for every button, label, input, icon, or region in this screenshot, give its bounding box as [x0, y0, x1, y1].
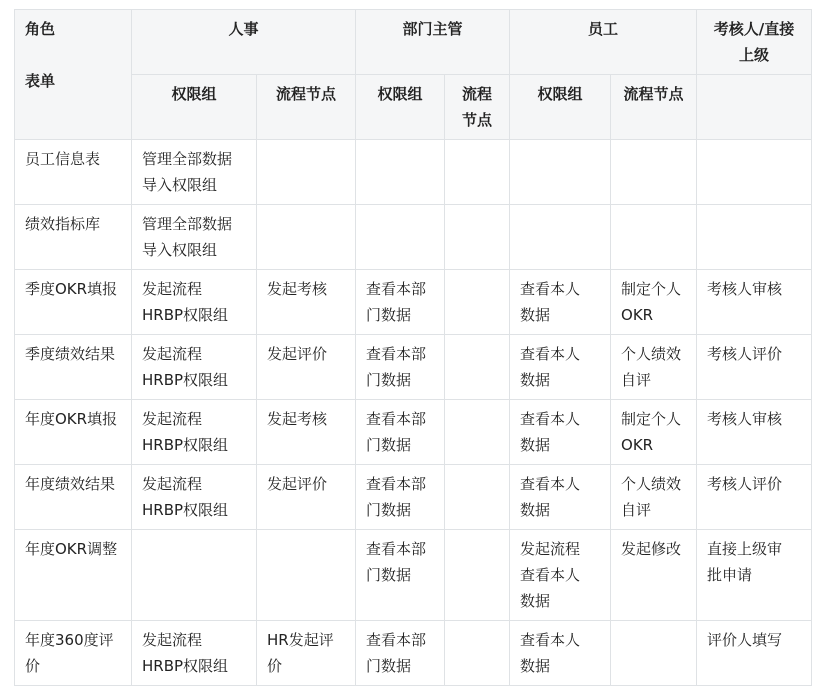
cell-text-line: 查看本人: [520, 475, 581, 493]
table-cell: [445, 205, 510, 270]
cell-text-line: 管理全部数据: [142, 150, 233, 168]
table-cell: [257, 530, 356, 621]
table-cell: [510, 530, 611, 621]
sub-header-manager-permission: 权限组: [356, 75, 445, 140]
table-cell: [257, 465, 356, 530]
table-cell: [356, 335, 445, 400]
group-header-hr: 人事: [132, 10, 356, 75]
table-cell: [510, 335, 611, 400]
cell-text-line: 查看本部: [366, 345, 427, 363]
group-header-reviewer: 考核人/直接上级: [697, 10, 812, 75]
cell-text-line: 评价人填写: [707, 631, 783, 649]
cell-text-line: 数据: [520, 657, 551, 675]
table-cell: [697, 621, 812, 686]
sub-header-hr-node: 流程节点: [257, 75, 356, 140]
cell-text-line: 自评: [621, 501, 652, 519]
table-cell: [257, 621, 356, 686]
cell-text-line: 考核人评价: [707, 475, 783, 493]
cell-text-line: 数据: [520, 592, 551, 610]
table-cell: [611, 530, 697, 621]
cell-text-line: 查看本部: [366, 280, 427, 298]
table-body: [15, 140, 812, 686]
table-cell: [697, 465, 812, 530]
table-cell: [132, 621, 257, 686]
cell-text-line: HRBP权限组: [142, 306, 229, 324]
table-cell: [257, 400, 356, 465]
permission-table: [14, 9, 812, 686]
cell-text-line: 数据: [520, 501, 551, 519]
sub-header-hr-permission: 权限组: [132, 75, 257, 140]
table-cell: [356, 621, 445, 686]
cell-text-line: 发起修改: [621, 540, 682, 558]
cell-text-line: OKR: [621, 306, 654, 324]
table-cell: [611, 205, 697, 270]
table-cell: [445, 270, 510, 335]
sub-header-employee-node: 流程节点: [611, 75, 697, 140]
cell-text-line: 数据: [520, 306, 551, 324]
table-cell: [257, 205, 356, 270]
table-cell: [445, 621, 510, 686]
cell-text-line: 考核人审核: [707, 280, 783, 298]
table-cell: [611, 140, 697, 205]
form-name-cell: 年度绩效结果: [15, 465, 132, 530]
table-cell: [510, 205, 611, 270]
cell-text-line: HRBP权限组: [142, 657, 229, 675]
cell-text-line: 查看本部: [366, 475, 427, 493]
table-cell: [132, 335, 257, 400]
cell-text-line: 个人绩效: [621, 475, 682, 493]
cell-text-line: 发起流程: [142, 280, 203, 298]
cell-text-line: 批申请: [707, 566, 753, 584]
cell-text-line: 直接上级审: [707, 540, 783, 558]
corner-header-cell: [15, 10, 132, 140]
cell-text-line: 发起评价: [267, 475, 328, 493]
cell-text-line: 制定个人: [621, 410, 682, 428]
table-cell: [445, 335, 510, 400]
table-cell: [356, 270, 445, 335]
cell-text-line: 考核人评价: [707, 345, 783, 363]
table-cell: [611, 400, 697, 465]
table-cell: [697, 270, 812, 335]
cell-text-line: 考核人审核: [707, 410, 783, 428]
table-cell: [257, 335, 356, 400]
cell-text-line: 发起流程: [142, 631, 203, 649]
table-row: [15, 530, 812, 621]
cell-text-line: 制定个人: [621, 280, 682, 298]
table-cell: [510, 400, 611, 465]
cell-text-line: 数据: [520, 371, 551, 389]
cell-text-line: 门数据: [366, 436, 412, 454]
table-cell: [611, 335, 697, 400]
cell-text-line: 门数据: [366, 371, 412, 389]
table-cell: [445, 465, 510, 530]
table-row: [15, 335, 812, 400]
table-cell: [697, 140, 812, 205]
cell-text-line: 查看本人: [520, 345, 581, 363]
table-cell: [257, 140, 356, 205]
table-cell: [132, 465, 257, 530]
cell-text-line: 查看本部: [366, 540, 427, 558]
table-cell: [445, 400, 510, 465]
cell-text-line: 个人绩效: [621, 345, 682, 363]
cell-text-line: OKR: [621, 436, 654, 454]
header-row-groups: [15, 10, 812, 75]
cell-text-line: 导入权限组: [142, 241, 218, 259]
sub-header-manager-node: 流程节点: [445, 75, 510, 140]
cell-text-line: HRBP权限组: [142, 501, 229, 519]
cell-text-line: 管理全部数据: [142, 215, 233, 233]
table-cell: [132, 270, 257, 335]
table-row: [15, 205, 812, 270]
table-cell: [510, 270, 611, 335]
cell-text-line: 数据: [520, 436, 551, 454]
table-row: [15, 140, 812, 205]
cell-text-line: 查看本部: [366, 410, 427, 428]
form-name-cell: 季度OKR填报: [15, 270, 132, 335]
cell-text-line: 门数据: [366, 306, 412, 324]
cell-text-line: HR发起评: [267, 631, 334, 649]
cell-text-line: 导入权限组: [142, 176, 218, 194]
cell-text-line: 查看本人: [520, 566, 581, 584]
table-cell: [356, 465, 445, 530]
cell-text-line: 查看本人: [520, 410, 581, 428]
header-row-sub: [15, 75, 812, 140]
group-header-employee: 员工: [510, 10, 697, 75]
table-cell: [445, 530, 510, 621]
table-cell: [132, 530, 257, 621]
cell-text-line: 门数据: [366, 657, 412, 675]
cell-text-line: 价: [267, 657, 283, 675]
corner-role-label: 角色: [25, 20, 56, 38]
cell-text-line: 发起流程: [142, 345, 203, 363]
cell-text-line: 门数据: [366, 566, 412, 584]
form-name-cell: 年度360度评价: [15, 621, 132, 686]
table-row: [15, 270, 812, 335]
form-name-cell: 年度OKR填报: [15, 400, 132, 465]
cell-text-line: 发起考核: [267, 410, 328, 428]
table-cell: [697, 335, 812, 400]
cell-text-line: 发起流程: [142, 410, 203, 428]
cell-text-line: 查看本部: [366, 631, 427, 649]
cell-text-line: 发起考核: [267, 280, 328, 298]
table-cell: [611, 270, 697, 335]
cell-text-line: 门数据: [366, 501, 412, 519]
table-row: [15, 400, 812, 465]
cell-text-line: 查看本人: [520, 631, 581, 649]
cell-text-line: 发起流程: [520, 540, 581, 558]
table-cell: [510, 140, 611, 205]
table-cell: [356, 140, 445, 205]
table-cell: [697, 530, 812, 621]
table-cell: [132, 400, 257, 465]
sub-header-employee-permission: 权限组: [510, 75, 611, 140]
cell-text-line: HRBP权限组: [142, 371, 229, 389]
cell-text-line: HRBP权限组: [142, 436, 229, 454]
table-cell: [356, 205, 445, 270]
table-cell: [697, 400, 812, 465]
cell-text-line: 查看本人: [520, 280, 581, 298]
table-cell: [611, 465, 697, 530]
cell-text-line: 发起评价: [267, 345, 328, 363]
form-name-cell: 季度绩效结果: [15, 335, 132, 400]
table-cell: [132, 205, 257, 270]
cell-text-line: 发起流程: [142, 475, 203, 493]
table-row: [15, 621, 812, 686]
table-cell: [697, 205, 812, 270]
cell-text-line: 自评: [621, 371, 652, 389]
table-cell: [257, 270, 356, 335]
table-cell: [356, 530, 445, 621]
table-cell: [510, 621, 611, 686]
table-row: [15, 465, 812, 530]
table-cell: [445, 140, 510, 205]
group-header-dept-manager: 部门主管: [356, 10, 510, 75]
corner-form-label: 表单: [25, 72, 56, 90]
table-cell: [132, 140, 257, 205]
sub-header-reviewer-empty: [697, 75, 812, 140]
form-name-cell: 员工信息表: [15, 140, 132, 205]
form-name-cell: 年度OKR调整: [15, 530, 132, 621]
table-cell: [611, 621, 697, 686]
table-cell: [510, 465, 611, 530]
table-cell: [356, 400, 445, 465]
form-name-cell: 绩效指标库: [15, 205, 132, 270]
